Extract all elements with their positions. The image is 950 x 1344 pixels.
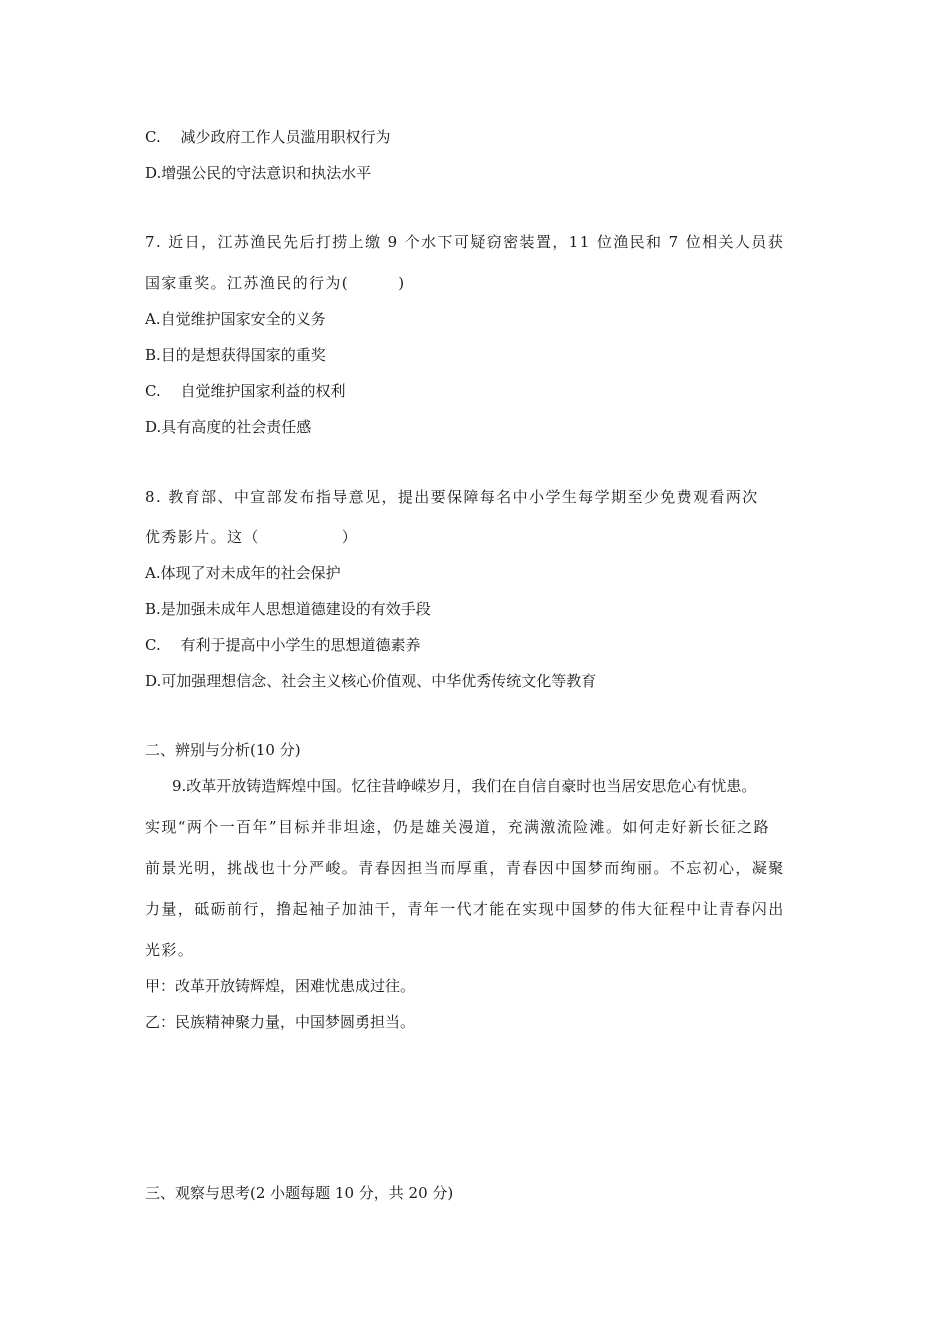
q7-option-c: C. 自觉维护国家利益的权利 bbox=[145, 382, 346, 400]
q7-option-b: B.目的是想获得国家的重奖 bbox=[145, 346, 326, 364]
statement-jia: 甲：改革开放铸辉煌，困难忧患成过往。 bbox=[145, 977, 416, 995]
q7-option-a: A.自觉维护国家安全的义务 bbox=[145, 310, 326, 328]
q9-text-line-1: 9.改革开放铸造辉煌中国。忆往昔峥嵘岁月，我们在自信自豪时也当居安思危心有忧患。 bbox=[172, 777, 757, 795]
q7-option-d: D.具有高度的社会责任感 bbox=[145, 418, 312, 436]
q8-stem-line-2: 优秀影片。这（ ） bbox=[145, 528, 359, 546]
q9-text-line-3: 前景光明，挑战也十分严峻。青春因担当而厚重，青春因中国梦而绚丽。不忘初心，凝聚 bbox=[145, 859, 785, 877]
q9-text-line-4: 力量，砥砺前行，撸起袖子加油干，青年一代才能在实现中国梦的伟大征程中让青春闪出 bbox=[145, 900, 785, 918]
section-3-heading: 三、观察与思考(2 小题每题 10 分，共 20 分) bbox=[145, 1184, 454, 1202]
q6-option-c: C. 减少政府工作人员滥用职权行为 bbox=[145, 128, 391, 146]
q7-stem-line-2: 国家重奖。江苏渔民的行为( ) bbox=[145, 274, 406, 292]
q9-text-line-5: 光彩。 bbox=[145, 941, 195, 959]
q8-stem-line-1: 8. 教育部、中宣部发布指导意见，提出要保障每名中小学生每学期至少免费观看两次 bbox=[145, 488, 759, 506]
statement-yi: 乙：民族精神聚力量，中国梦圆勇担当。 bbox=[145, 1013, 416, 1031]
q8-option-d: D.可加强理想信念、社会主义核心价值观、中华优秀传统文化等教育 bbox=[145, 672, 597, 690]
q6-option-d: D.增强公民的守法意识和执法水平 bbox=[145, 164, 372, 182]
q8-option-a: A.体现了对未成年的社会保护 bbox=[145, 564, 341, 582]
q8-option-c: C. 有利于提高中小学生的思想道德素养 bbox=[145, 636, 421, 654]
q9-text-line-2: 实现“两个一百年”目标并非坦途，仍是雄关漫道，充满激流险滩。如何走好新长征之路 bbox=[145, 818, 770, 836]
q7-stem-line-1: 7. 近日，江苏渔民先后打捞上缴 9 个水下可疑窃密装置，11 位渔民和 7 位相关人员获 bbox=[145, 233, 785, 251]
q8-option-b: B.是加强未成年人思想道德建设的有效手段 bbox=[145, 600, 431, 618]
section-2-heading: 二、辨别与分析(10 分) bbox=[145, 741, 301, 759]
